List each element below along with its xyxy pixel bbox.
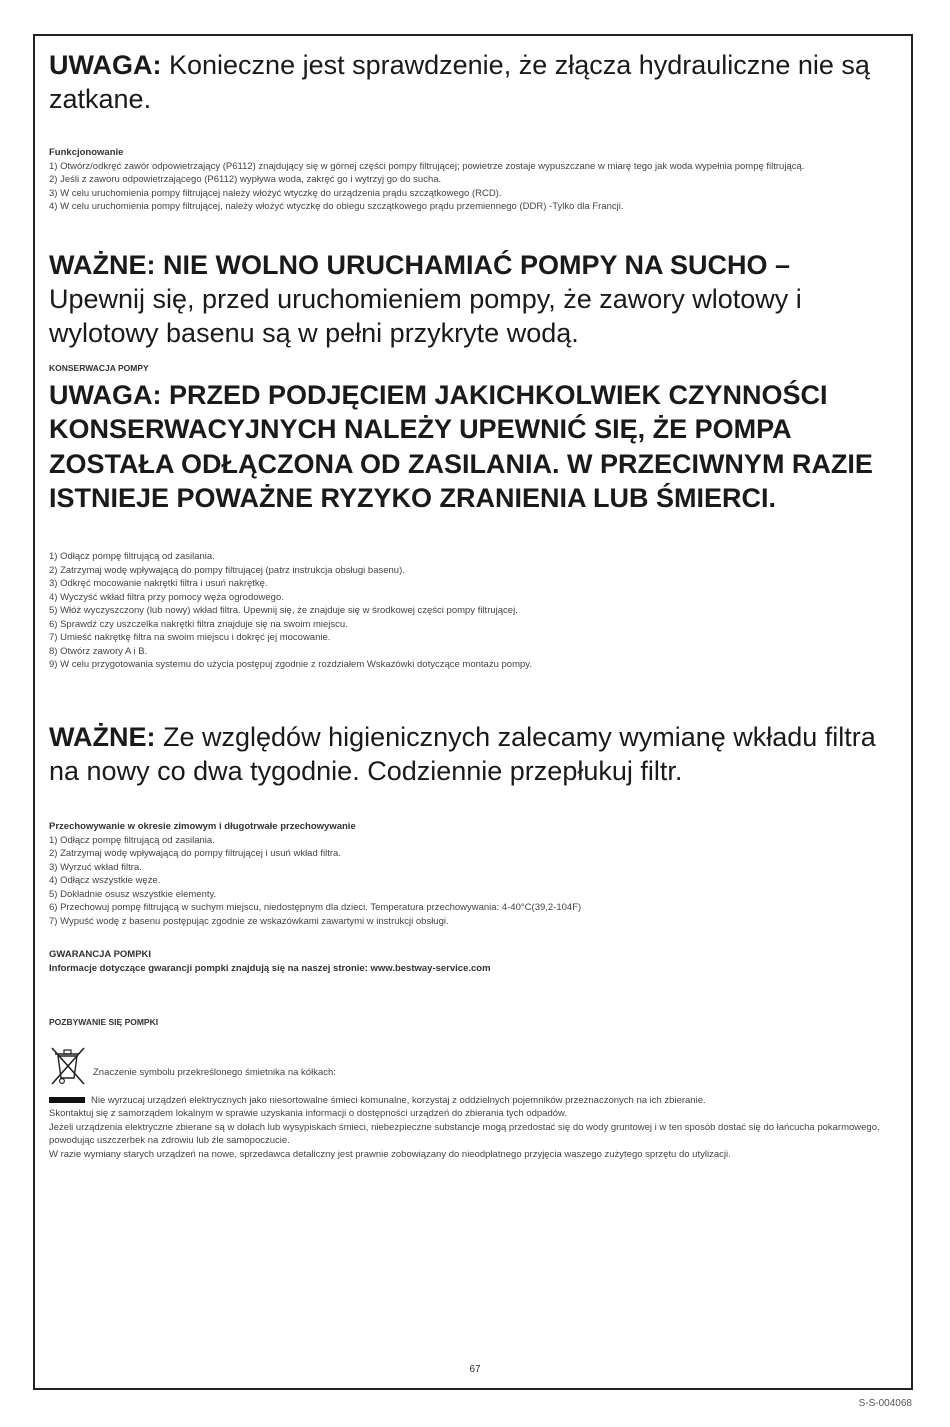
maintenance-item: 1) Odłącz pompę filtrującą od zasilania. [49, 551, 215, 562]
disposal-bar-line [49, 1094, 895, 1108]
maintenance-heading: KONSERWACJA POMPY [49, 363, 149, 373]
storage-section [49, 820, 895, 928]
operation-section [49, 146, 895, 214]
operation-item: 1) Otwórz/odkręć zawór odpowietrzający (P6112) znajdujący się w górnej części pompy filtrującej; powietrze zostaje wypuszczane w miarę tego jak woda wypełnia pompę filtrującą. [49, 160, 805, 172]
disposal-line: Skontaktuj się z samorządem lokalnym w sprawie uzyskania informacji o dostępności urządzeń do zbierania tych odpadów. [49, 1108, 568, 1119]
page-number: 67 [469, 1364, 481, 1375]
important-hygiene-label: WAŻNE: [49, 722, 156, 752]
storage-item: 3) Wyrzuć wkład filtra. [49, 861, 142, 873]
maintenance-item: 6) Sprawdź czy uszczelka nakrętki filtra znajduje się na swoim miejscu. [49, 618, 348, 630]
maintenance-item: 3) Odkręć mocowanie nakrętki filtra i usuń nakrętkę. [49, 578, 268, 589]
symbol-caption: Znaczenie symbolu przekreślonego śmietnika na kółkach: [93, 1066, 336, 1078]
important-dry-run-text: Upewnij się, przed uruchomieniem pompy, że zawory wlotowy i wylotowy basenu są w pełni przykryte wodą. [49, 284, 802, 348]
important-hygiene [49, 720, 895, 788]
disposal-heading: POZBYWANIE SIĘ POMPKI [49, 1017, 159, 1027]
storage-item: 4) Odłącz wszystkie węże. [49, 875, 161, 886]
operation-item: 2) Jeśli z zaworu odpowietrzającego (P6112) wypływa woda, zakręć go i wytrzyj go do sucha. [49, 174, 442, 185]
operation-item: 3) W celu uruchomienia pompy filtrującej należy włożyć wtyczkę do urządzenia prądu szczątkowego (RCD). [49, 187, 502, 199]
maintenance-section [49, 362, 895, 516]
warranty-section [49, 948, 895, 975]
maintenance-item: 8) Otwórz zawory A i B. [49, 645, 148, 657]
storage-heading: Przechowywanie w okresie zimowym i długotrwałe przechowywanie [49, 821, 356, 832]
storage-item: 7) Wypuść wodę z basenu postępując zgodnie ze wskazówkami zawartymi w instrukcji obsługi. [49, 915, 449, 927]
note-label: UWAGA: [49, 50, 162, 80]
storage-item: 1) Odłącz pompę filtrującą od zasilania. [49, 834, 215, 846]
page-frame [33, 34, 913, 1390]
important-dry-run [49, 248, 895, 350]
disposal-section [49, 1016, 895, 1161]
storage-item: 2) Zatrzymaj wodę wpływającą do pompy filtrującej i usuń wkład filtra. [49, 848, 341, 859]
operation-heading: Funkcjonowanie [49, 147, 124, 158]
note-text: Konieczne jest sprawdzenie, że złącza hydrauliczne nie są zatkane. [49, 50, 870, 114]
black-bar-mark [49, 1097, 85, 1103]
note-uwaga-connectors [49, 48, 895, 116]
disposal-symbol-row [49, 1044, 895, 1094]
document-code: S-S-004068 [858, 1398, 912, 1409]
crossed-out-wheelie-bin-icon [49, 1044, 89, 1094]
maintenance-item: 2) Zatrzymaj wodę wpływającą do pompy filtrującej (patrz instrukcja obsługi basenu). [49, 564, 405, 576]
storage-item: 5) Dokładnie osusz wszystkie elementy. [49, 888, 217, 900]
maintenance-steps [49, 550, 895, 672]
maintenance-warning: UWAGA: PRZED PODJĘCIEM JAKICHKOLWIEK CZYNNOŚCI KONSERWACYJNYCH NALEŻY UPEWNIĆ SIĘ, ŻE POMPA ZOSTAŁA ODŁĄCZONA OD ZASILANIA. W PRZECIWNYM RAZIE ISTNIEJE POWAŻNE RYZYKO ZRANIENIA LUB ŚMIERCI. [49, 379, 873, 513]
maintenance-item: 9) W celu przygotowania systemu do użycia postępuj zgodnie z rozdziałem Wskazówki dotyczące montażu pompy. [49, 659, 532, 670]
important-hygiene-text: Ze względów higienicznych zalecamy wymianę wkładu filtra na nowy co dwa tygodnie. Codziennie przepłukuj filtr. [49, 722, 876, 786]
warranty-heading: GWARANCJA POMPKI [49, 949, 152, 960]
maintenance-item: 7) Umieść nakrętkę filtra na swoim miejscu i dokręć jej mocowanie. [49, 632, 331, 643]
maintenance-item: 5) Włóż wyczyszczony (lub nowy) wkład filtra. Upewnij się, że znajduje się w środkowej części pompy filtrującej. [49, 605, 518, 616]
disposal-line: W razie wymiany starych urządzeń na nowe, sprzedawca detaliczny jest prawnie zobowiązany do nieodpłatnego przyjęcia waszego zużytego sprzętu do utylizacji. [49, 1148, 731, 1160]
disposal-line: Nie wyrzucaj urządzeń elektrycznych jako niesortowalne śmieci komunalne, korzystaj z oddzielnych pojemników przeznaczonych na ich zbieranie. [91, 1094, 706, 1106]
important-dry-run-label: WAŻNE: NIE WOLNO URUCHAMIAĆ POMPY NA SUCHO – [49, 250, 791, 280]
disposal-line: Jeżeli urządzenia elektryczne zbierane są w dołach lub wysypiskach śmieci, niebezpieczne substancje mogą przedostać się do wody gruntowej i w ten sposób dostać się do łańcucha pokarmowego, powodując uszczerbek na zdrowiu lub źle samopoczucie. [49, 1121, 880, 1146]
storage-item: 6) Przechowuj pompę filtrującą w suchym miejscu, niedostępnym dla dzieci. Temperatura przechowywania: 4-40°C(39,2-104F) [49, 902, 582, 913]
warranty-text: Informacje dotyczące gwarancji pompki znajdują się na naszej stronie: www.bestway-service.com [49, 962, 491, 974]
operation-item: 4) W celu uruchomienia pompy filtrującej, należy włożyć wtyczkę do obiegu szczątkowego prądu przemiennego (DDR) -Tylko dla Francji. [49, 201, 624, 212]
maintenance-item: 4) Wyczyść wkład filtra przy pomocy węża ogrodowego. [49, 591, 284, 603]
